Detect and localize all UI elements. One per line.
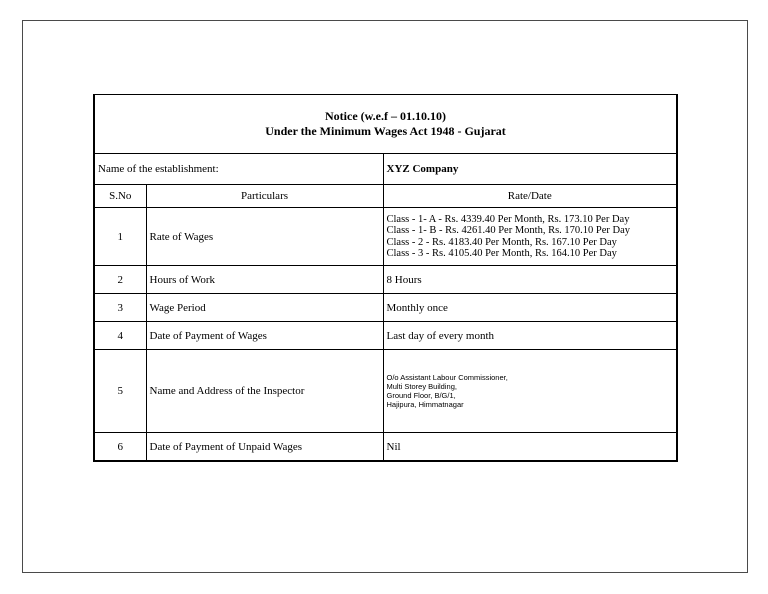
address-line: Hajipura, Himmatnagar: [386, 400, 464, 409]
row-sno: 1: [94, 208, 146, 266]
table-row: [94, 294, 677, 322]
column-header-rate-date: Rate/Date: [383, 185, 677, 208]
notice-title: Notice (w.e.f – 01.10.10): [325, 109, 446, 123]
table-row: [94, 322, 677, 350]
row-value: Monthly once: [383, 294, 677, 322]
wage-class-line: Class - 1- A - Rs. 4339.40 Per Month, Rs. 173.10 Per Day: [386, 213, 630, 225]
row-particular: Hours of Work: [146, 266, 383, 294]
row-particular: Name and Address of the Inspector: [146, 350, 383, 433]
column-header-particulars: Particulars: [146, 185, 383, 208]
notice-subtitle: Under the Minimum Wages Act 1948 - Gujarat: [265, 124, 506, 138]
row-value: Nil: [383, 433, 677, 462]
row-value: 8 Hours: [383, 266, 677, 294]
address-line: O/o Assistant Labour Commissioner,: [386, 373, 508, 382]
table-row: [94, 266, 677, 294]
row-value: Last day of every month: [383, 322, 677, 350]
row-particular: Wage Period: [146, 294, 383, 322]
row-sno: 6: [94, 433, 146, 462]
table-row: [94, 433, 677, 462]
table-row: [94, 350, 677, 433]
establishment-row: [94, 154, 677, 185]
row-particular: Date of Payment of Unpaid Wages: [146, 433, 383, 462]
inspector-address: [383, 350, 677, 433]
row-particular: Rate of Wages: [146, 208, 383, 266]
row-sno: 5: [94, 350, 146, 433]
row-sno: 4: [94, 322, 146, 350]
row-sno: 2: [94, 266, 146, 294]
establishment-name: XYZ Company: [383, 154, 677, 185]
column-header-sno: S.No: [94, 185, 146, 208]
rate-of-wages-value: [383, 208, 677, 266]
address-line: Ground Floor, B/G/1,: [386, 391, 456, 400]
title-row: [94, 95, 677, 154]
minimum-wages-notice-table: [93, 94, 678, 462]
wage-class-line: Class - 1- B - Rs. 4261.40 Per Month, Rs. 170.10 Per Day: [386, 225, 631, 236]
wage-class-line: Class - 3 - Rs. 4105.40 Per Month, Rs. 164.10 Per Day: [386, 248, 617, 259]
establishment-label: Name of the establishment:: [94, 154, 383, 185]
address-line: Multi Storey Building,: [386, 382, 457, 391]
notice-title-cell: [94, 95, 677, 154]
wage-class-line: Class - 2 - Rs. 4183.40 Per Month, Rs. 167.10 Per Day: [386, 236, 617, 248]
table-row: [94, 208, 677, 266]
row-particular: Date of Payment of Wages: [146, 322, 383, 350]
row-sno: 3: [94, 294, 146, 322]
table-header-row: [94, 185, 677, 208]
